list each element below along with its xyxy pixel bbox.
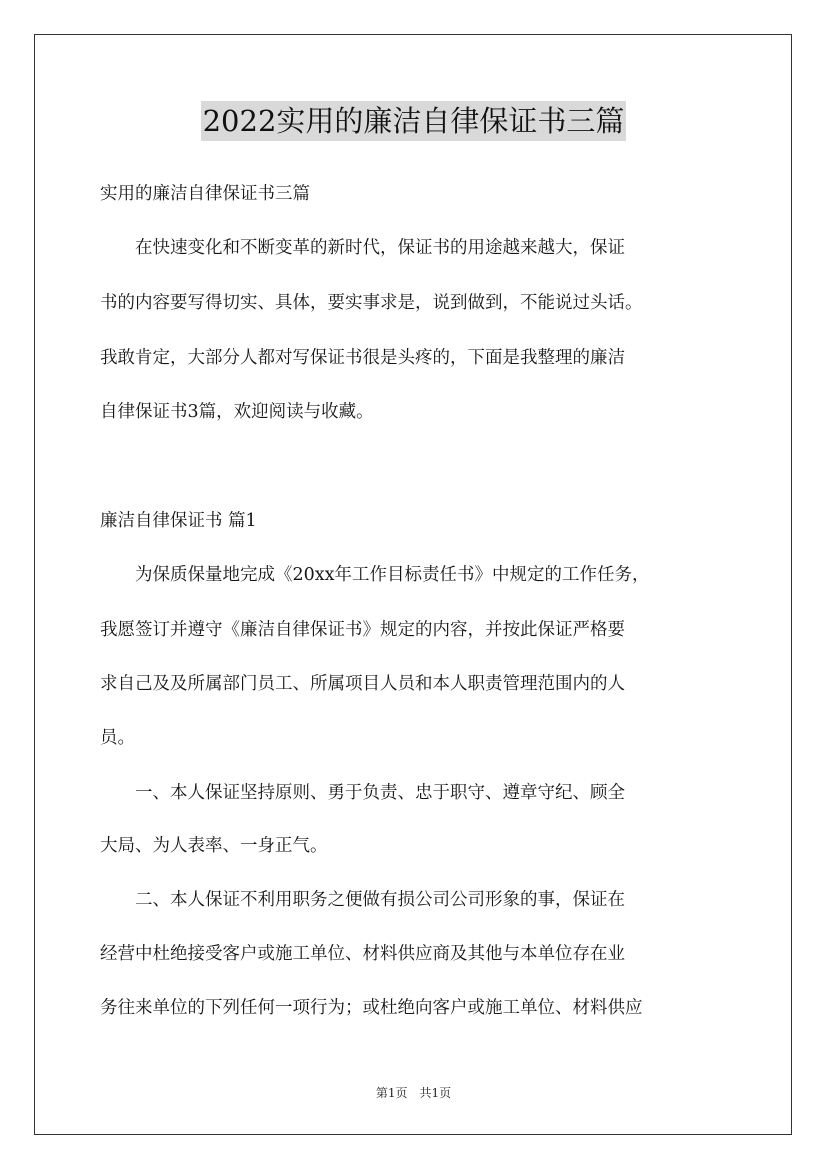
para1-line: 员。 bbox=[100, 728, 135, 748]
para2-line: 一、本人保证坚持原则、勇于负责、忠于职守、遵章守纪、顾全 bbox=[100, 783, 625, 803]
para1-line: 求自己及及所属部门员工、所属项目人员和本人职责管理范围内的人 bbox=[100, 674, 625, 694]
para3-line: 务往来单位的下列任何一项行为；或杜绝向客户或施工单位、材料供应 bbox=[100, 998, 643, 1018]
para1-line: 为保质保量地完成《20xx年工作目标责任书》中规定的工作任务， bbox=[100, 565, 650, 585]
intro-line: 在快速变化和不断变革的新时代，保证书的用途越来越大，保证 bbox=[100, 238, 625, 258]
page-number-footer: 第1页 共1页 bbox=[375, 1086, 452, 1100]
para3-line: 经营中杜绝接受客户或施工单位、材料供应商及其他与本单位存在业 bbox=[100, 944, 625, 964]
section-heading: 廉洁自律保证书 篇1 bbox=[100, 511, 257, 531]
document-subtitle: 实用的廉洁自律保证书三篇 bbox=[100, 184, 310, 204]
para2-line: 大局、为人表率、一身正气。 bbox=[100, 836, 328, 856]
title-container bbox=[0, 101, 827, 141]
para3-line: 二、本人保证不利用职务之便做有损公司公司形象的事，保证在 bbox=[100, 890, 625, 910]
intro-line: 自律保证书3篇，欢迎阅读与收藏。 bbox=[100, 402, 374, 422]
document-title: 2022实用的廉洁自律保证书三篇 bbox=[201, 101, 627, 141]
intro-line: 我敢肯定，大部分人都对写保证书很是头疼的，下面是我整理的廉洁 bbox=[100, 348, 625, 368]
para1-line: 我愿签订并遵守《廉洁自律保证书》规定的内容，并按此保证严格要 bbox=[100, 620, 625, 640]
intro-line: 书的内容要写得切实、具体，要实事求是，说到做到，不能说过头话。 bbox=[100, 293, 643, 313]
